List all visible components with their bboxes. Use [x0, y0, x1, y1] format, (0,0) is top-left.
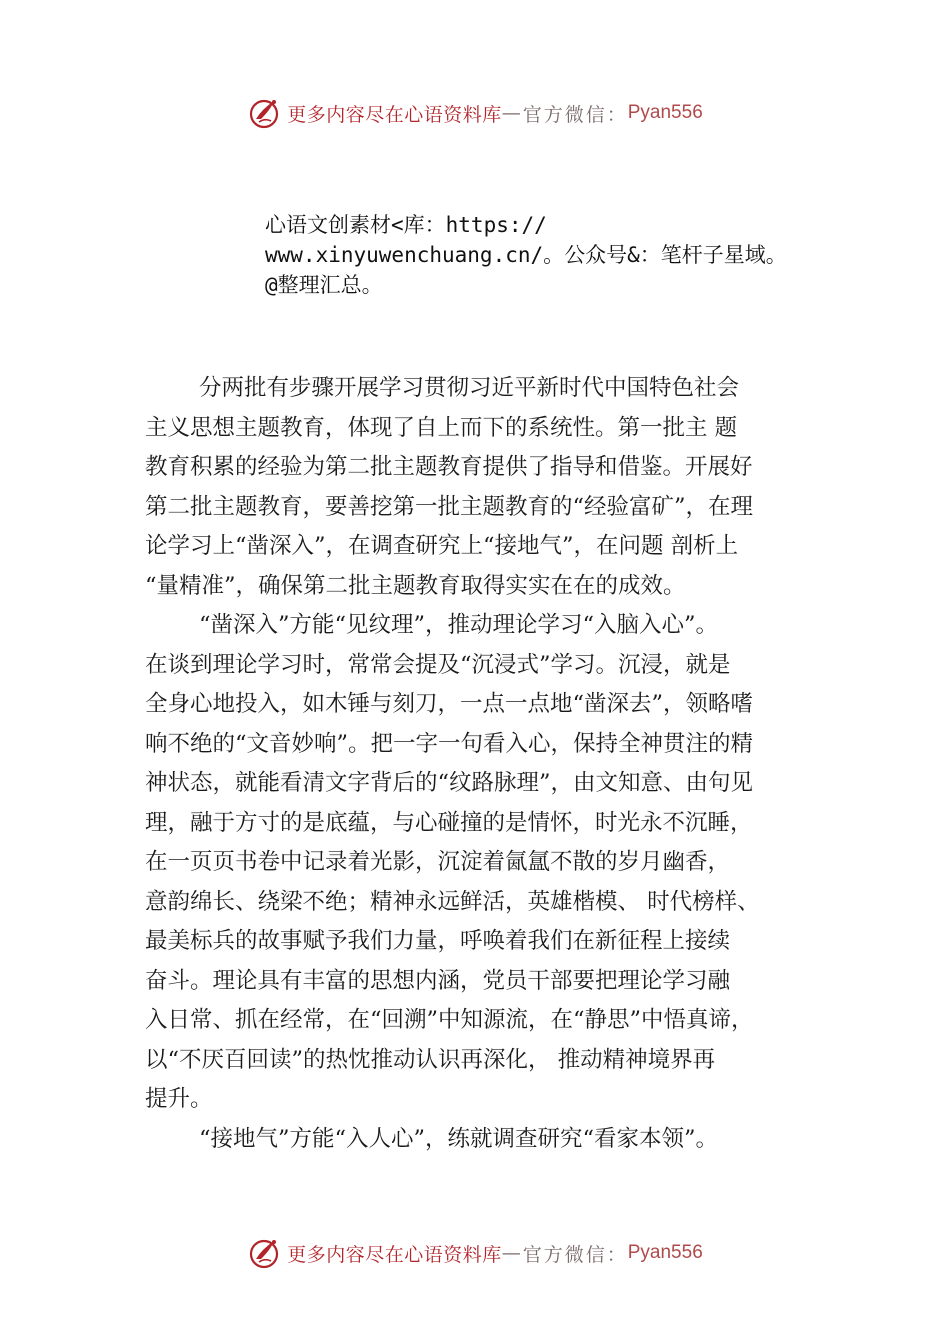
article-line: 提升。 — [145, 1086, 213, 1112]
notice-line: @整理汇总。 — [265, 273, 383, 297]
banner-official-label: 官方微信： — [522, 1243, 628, 1266]
article-line: 入日常、抓在经常，在“回溯”中知源流，在“静思”中悟真谛， — [145, 1007, 754, 1033]
article-line: “凿深入”方能“见纹理”，推动理论学习“入脑入心”。 — [199, 612, 719, 638]
brush-pen-logo-icon — [247, 1235, 283, 1271]
article-line: 在谈到理论学习时，常常会提及“沉浸式”学习。沉浸，就是 — [145, 651, 731, 678]
article-line: 分两批有步骤开展学习贯彻习近平新时代中国特色社会 — [199, 375, 740, 401]
banner-separator: — — [501, 1242, 523, 1264]
article-line: 神状态，就能看清文字背后的“纹路脉理”，由文知意、由句见 — [145, 770, 754, 796]
banner-wechat-id: Pyan556 — [627, 102, 703, 123]
article-line: “量精准”，确保第二批主题教育取得实实在在的成效。 — [145, 572, 686, 599]
notice-line: 心语文创素材<库：https:// — [265, 213, 547, 237]
article-line: 全身心地投入，如木锤与刻刀，一点一点地“凿深去”，领略嗜 — [145, 691, 754, 717]
article-line: 在一页页书卷中记录着光影，沉淀着氤氲不散的岁月幽香， — [145, 849, 731, 875]
article-body — [145, 369, 845, 1159]
article-line: 第二批主题教育，要善挖第一批主题教育的“经验富矿”，在理 — [145, 493, 754, 520]
article-line: “接地气”方能“入人心”，练就调查研究“看家本领”。 — [199, 1125, 719, 1152]
article-line: 以“不厌百回读”的热忱推动认识再深化， 推动精神境界再 — [145, 1046, 716, 1073]
article-line: 奋斗。理论具有丰富的思想内涵，党员干部要把理论学习融 — [145, 967, 731, 994]
source-notice — [265, 210, 855, 300]
brush-pen-logo-icon — [247, 95, 283, 131]
banner-separator: — — [501, 102, 523, 124]
article-line: 论学习上“凿深入”，在调查研究上“接地气”，在问题 剖析上 — [145, 533, 739, 559]
article-line: 响不绝的“文音妙响”。把一字一句看入心，保持全神贯注的精 — [145, 730, 754, 757]
banner-wechat-id: Pyan556 — [627, 1242, 703, 1263]
article-line: 教育积累的经验为第二批主题教育提供了指导和借鉴。开展好 — [145, 454, 753, 480]
article-line: 理，融于方寸的是底蕴，与心碰撞的是情怀，时光永不沉睡， — [145, 809, 753, 836]
header-banner — [0, 93, 950, 133]
article-line: 最美标兵的故事赋予我们力量，呼唤着我们在新征程上接续 — [145, 928, 731, 954]
article-line: 主义思想主题教育，体现了自上而下的系统性。第一批主 题 — [145, 414, 738, 441]
banner-official-label: 官方微信： — [522, 103, 628, 126]
banner-brand-text: 更多内容尽在心语资料库 — [287, 103, 502, 126]
notice-line: www.xinyuwenchuang.cn/。公众号&：笔杆子星域。 — [265, 243, 787, 267]
footer-banner — [0, 1233, 950, 1273]
article-line: 意韵绵长、绕梁不绝；精神永远鲜活，英雄楷模、 时代榜样、 — [145, 888, 760, 915]
banner-brand-text: 更多内容尽在心语资料库 — [287, 1243, 502, 1266]
